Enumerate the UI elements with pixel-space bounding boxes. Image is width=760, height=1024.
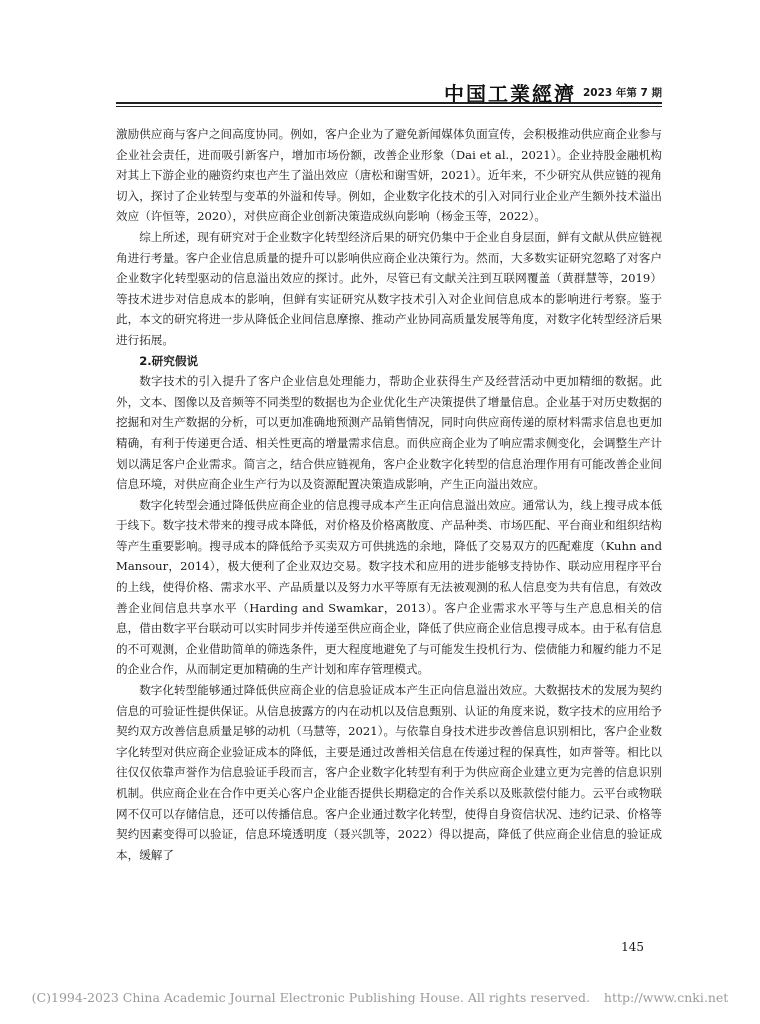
section-heading: 2.研究假说 <box>139 353 199 368</box>
page-number: 145 <box>621 940 644 954</box>
paragraph: 激励供应商与客户之间高度协同。例如，客户企业为了避免新闻媒体负面宣传，会积极推动供应商企业参与企业社会责任，进而吸引新客户，增加市场份额，改善企业形象（Dai et al.，2021）。企业持股金融机构对其上下游企业的融资约束也产生了溢出效应（唐松和谢雪妍，2021）。近年来，不少研究从供应链的视角切入，探讨了企业转型与变革的外溢和传导。例如，企业数字化技术的引入对同行业企业产生额外技术溢出效应（许恒等，2020），对供应商企业创新决策造成纵向影响（杨金玉等，2022）。 <box>116 127 662 224</box>
footer-url[interactable]: http://www.cnki.net <box>603 990 729 1005</box>
header-rule-thick <box>116 102 662 104</box>
paragraph: 数字化转型能够通过降低供应商企业的信息验证成本产生正向信息溢出效应。大数据技术的发展为契约信息的可验证性提供保证。从信息披露方的内在动机以及信息甄别、认证的角度来说，数字技术的应用给予契约双方改善信息质量足够的动机（马慧等，2021）。与依靠自身技术进步改善信息识别相比，客户企业数字化转型对供应商企业验证成本的降低，主要是通过改善相关信息在传递过程的保真性，如声誉等。相比以往仅仅依靠声誉作为信息验证手段而言，客户企业数字化转型有利于为供应商企业建立更为完善的信息识别机制。供应商企业在合作中更关心客户企业能否提供长期稳定的合作关系以及账款偿付能力。云平台或物联网不仅可以存储信息，还可以传播信息。客户企业通过数字化转型，使得自身资信状况、违约记录、价格等契约因素变得可以验证，信息环境透明度（聂兴凯等，2022）得以提高，降低了供应商企业信息的验证成本，缓解了 <box>116 683 662 862</box>
journal-title: 中国工業經濟 <box>444 82 576 106</box>
paragraph: 综上所述，现有研究对于企业数字化转型经济后果的研究仍集中于企业自身层面，鲜有文献从供应链视角进行考量。客户企业信息质量的提升可以影响供应商企业决策行为。然而，大多数实证研究忽略了对客户企业数字化转型驱动的信息溢出效应的探讨。此外，尽管已有文献关注到互联网覆盖（黄群慧等，2019）等技术进步对信息成本的影响，但鲜有实证研究从数字技术引入对企业间信息成本的影响进行考察。鉴于此，本文的研究将进一步从降低企业间信息摩擦、推动产业协同高质量发展等角度，对数字化转型经济后果进行拓展。 <box>116 229 662 347</box>
copyright-footer <box>0 990 760 1005</box>
paragraph: 数字技术的引入提升了客户企业信息处理能力，帮助企业获得生产及经营活动中更加精细的数据。此外，文本、图像以及音频等不同类型的数据也为企业优化生产决策提供了增量信息。企业基于对历史数据的挖掘和对生产数据的分析，可以更加准确地预测产品销售情况，同时向供应商传递的原材料需求信息也更加精确，有利于传递更合适、相关性更高的增量需求信息。而供应商企业为了响应需求侧变化，会调整生产计划以满足客户企业需求。简言之，结合供应链视角，客户企业数字化转型的信息治理作用有可能改善企业间信息环境，对供应商企业生产行为以及资源配置决策造成影响，产生正向溢出效应。 <box>116 374 662 492</box>
running-header <box>116 76 662 106</box>
paragraph: 数字化转型会通过降低供应商企业的信息搜寻成本产生正向信息溢出效应。通常认为，线上搜寻成本低于线下。数字技术带来的搜寻成本降低，对价格及价格离散度、产品种类、市场匹配、平台商业和组织结构等产生重要影响。搜寻成本的降低给予买卖双方可供挑选的余地，降低了交易双方的匹配难度（Kuhn and Mansour，2014），极大便利了企业双边交易。数字技术和应用的进步能够支持协作、联动应用程序平台的上线，使得价格、需求水平、产品质量以及努力水平等原有无法被观测的私人信息变为共有信息，有效改善企业间信息共享水平（Harding and Swamkar，2013）。客户企业需求水平等与生产息息相关的信息，借由数字平台联动可以实时同步并传递至供应商企业，降低了供应商企业信息搜寻成本。由于私有信息的不可观测，企业借助简单的筛选条件，更大程度地避免了与可能发生投机行为、偿债能力和履约能力不足的企业合作，从而制定更加精确的生产计划和库存管理模式。 <box>116 497 662 677</box>
copyright-text: (C)1994-2023 China Academic Journal Electronic Publishing House. All rights reserved. <box>31 990 590 1005</box>
article-body <box>116 124 662 865</box>
issue-label: 2023 年第 7 期 <box>583 87 662 99</box>
header-rule-thin <box>116 106 662 107</box>
